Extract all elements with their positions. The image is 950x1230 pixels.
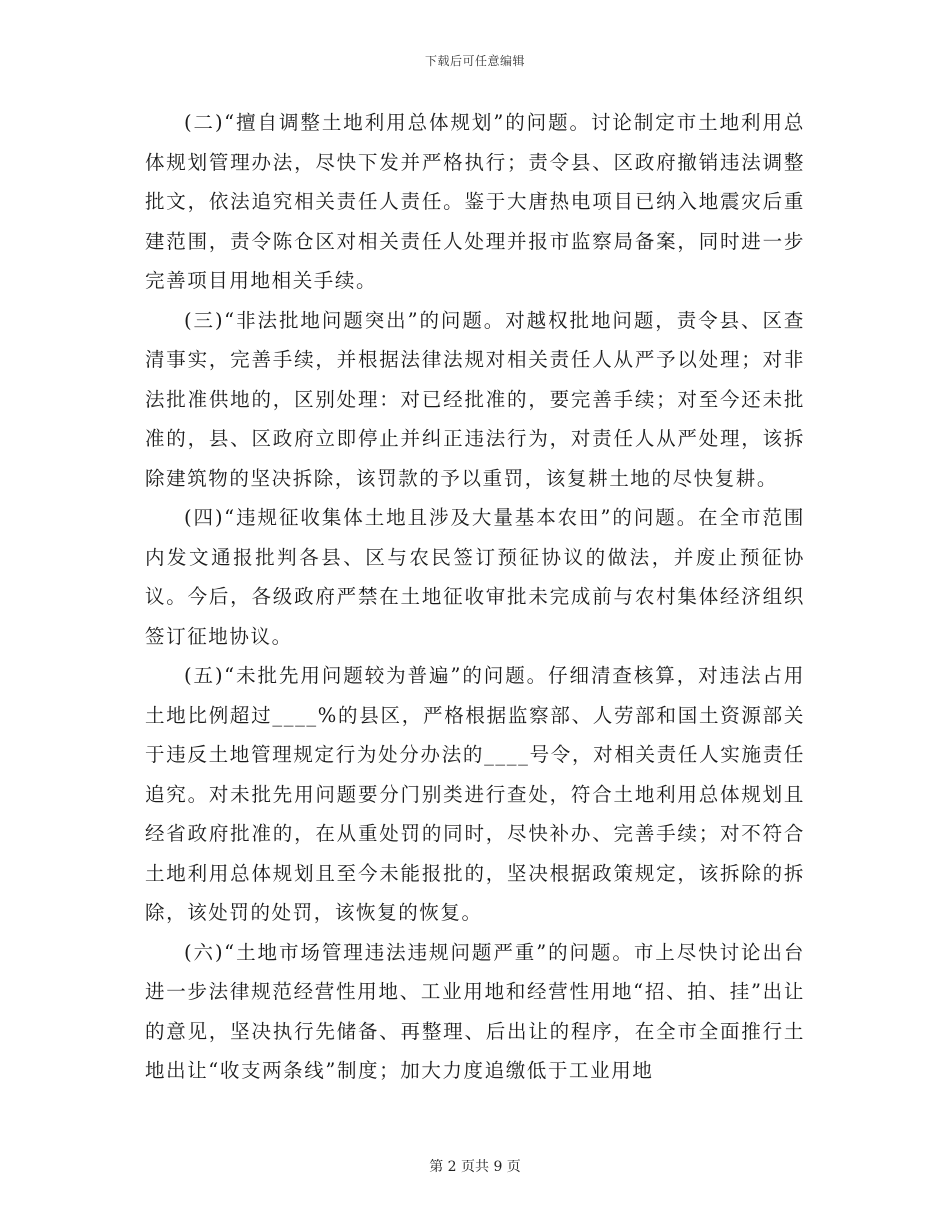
paragraph-item-6: (六)“土地市场管理违法违规问题严重”的问题。市上尽快讨论出台进一步法律规范经营性用地、工业用地和经营性用地“招、拍、挂”出让的意见，坚决执行先储备、再整理、后出让的程序，在全市全面推行土地出让“收支两条线”制度；加大力度追缴低于工业用地	[145, 940, 805, 1082]
page-number: 第 2 页共 9 页	[429, 1159, 521, 1175]
page-header: 下载后可任意编辑	[424, 54, 525, 68]
paragraph-item-5: (五)“未批先用问题较为普遍”的问题。仔细清查核算，对违法占用土地比例超过____%的县区，严格根据监察部、人劳部和国土资源部关于违反土地管理规定行为处分办法的____号令，对相关责任人实施责任追究。对未批先用问题要分门别类进行查处，符合土地利用总体规划且经省政府批准的，在从重处罚的同时，尽快补办、完善手续；对不符合土地利用总体规划且至今未能报批的，坚决根据政策规定，该拆除的拆除，该处罚的处罚，该恢复的恢复。	[145, 664, 805, 924]
paragraph-item-3: (三)“非法批地问题突出”的问题。对越权批地问题，责令县、区查清事实，完善手续，并根据法律法规对相关责任人从严予以处理；对非法批准供地的，区别处理：对已经批准的，要完善手续；对至今还未批准的，县、区政府立即停止并纠正违法行为，对责任人从严处理，该拆除建筑物的坚决拆除，该罚款的予以重罚，该复耕土地的尽快复耕。	[145, 308, 805, 490]
document-body	[145, 103, 805, 1091]
paragraph-item-2: (二)“擅自调整土地利用总体规划”的问题。讨论制定市土地利用总体规划管理办法，尽快下发并严格执行；责令县、区政府撤销违法调整批文，依法追究相关责任人责任。鉴于大唐热电项目已纳入地震灾后重建范围，责令陈仓区对相关责任人处理并报市监察局备案，同时进一步完善项目用地相关手续。	[145, 111, 805, 292]
paragraph-item-4: (四)“违规征收集体土地且涉及大量基本农田”的问题。在全市范围内发文通报批判各县、区与农民签订预征协议的做法，并废止预征协议。今后，各级政府严禁在土地征收审批未完成前与农村集体经济组织签订征地协议。	[145, 506, 805, 648]
